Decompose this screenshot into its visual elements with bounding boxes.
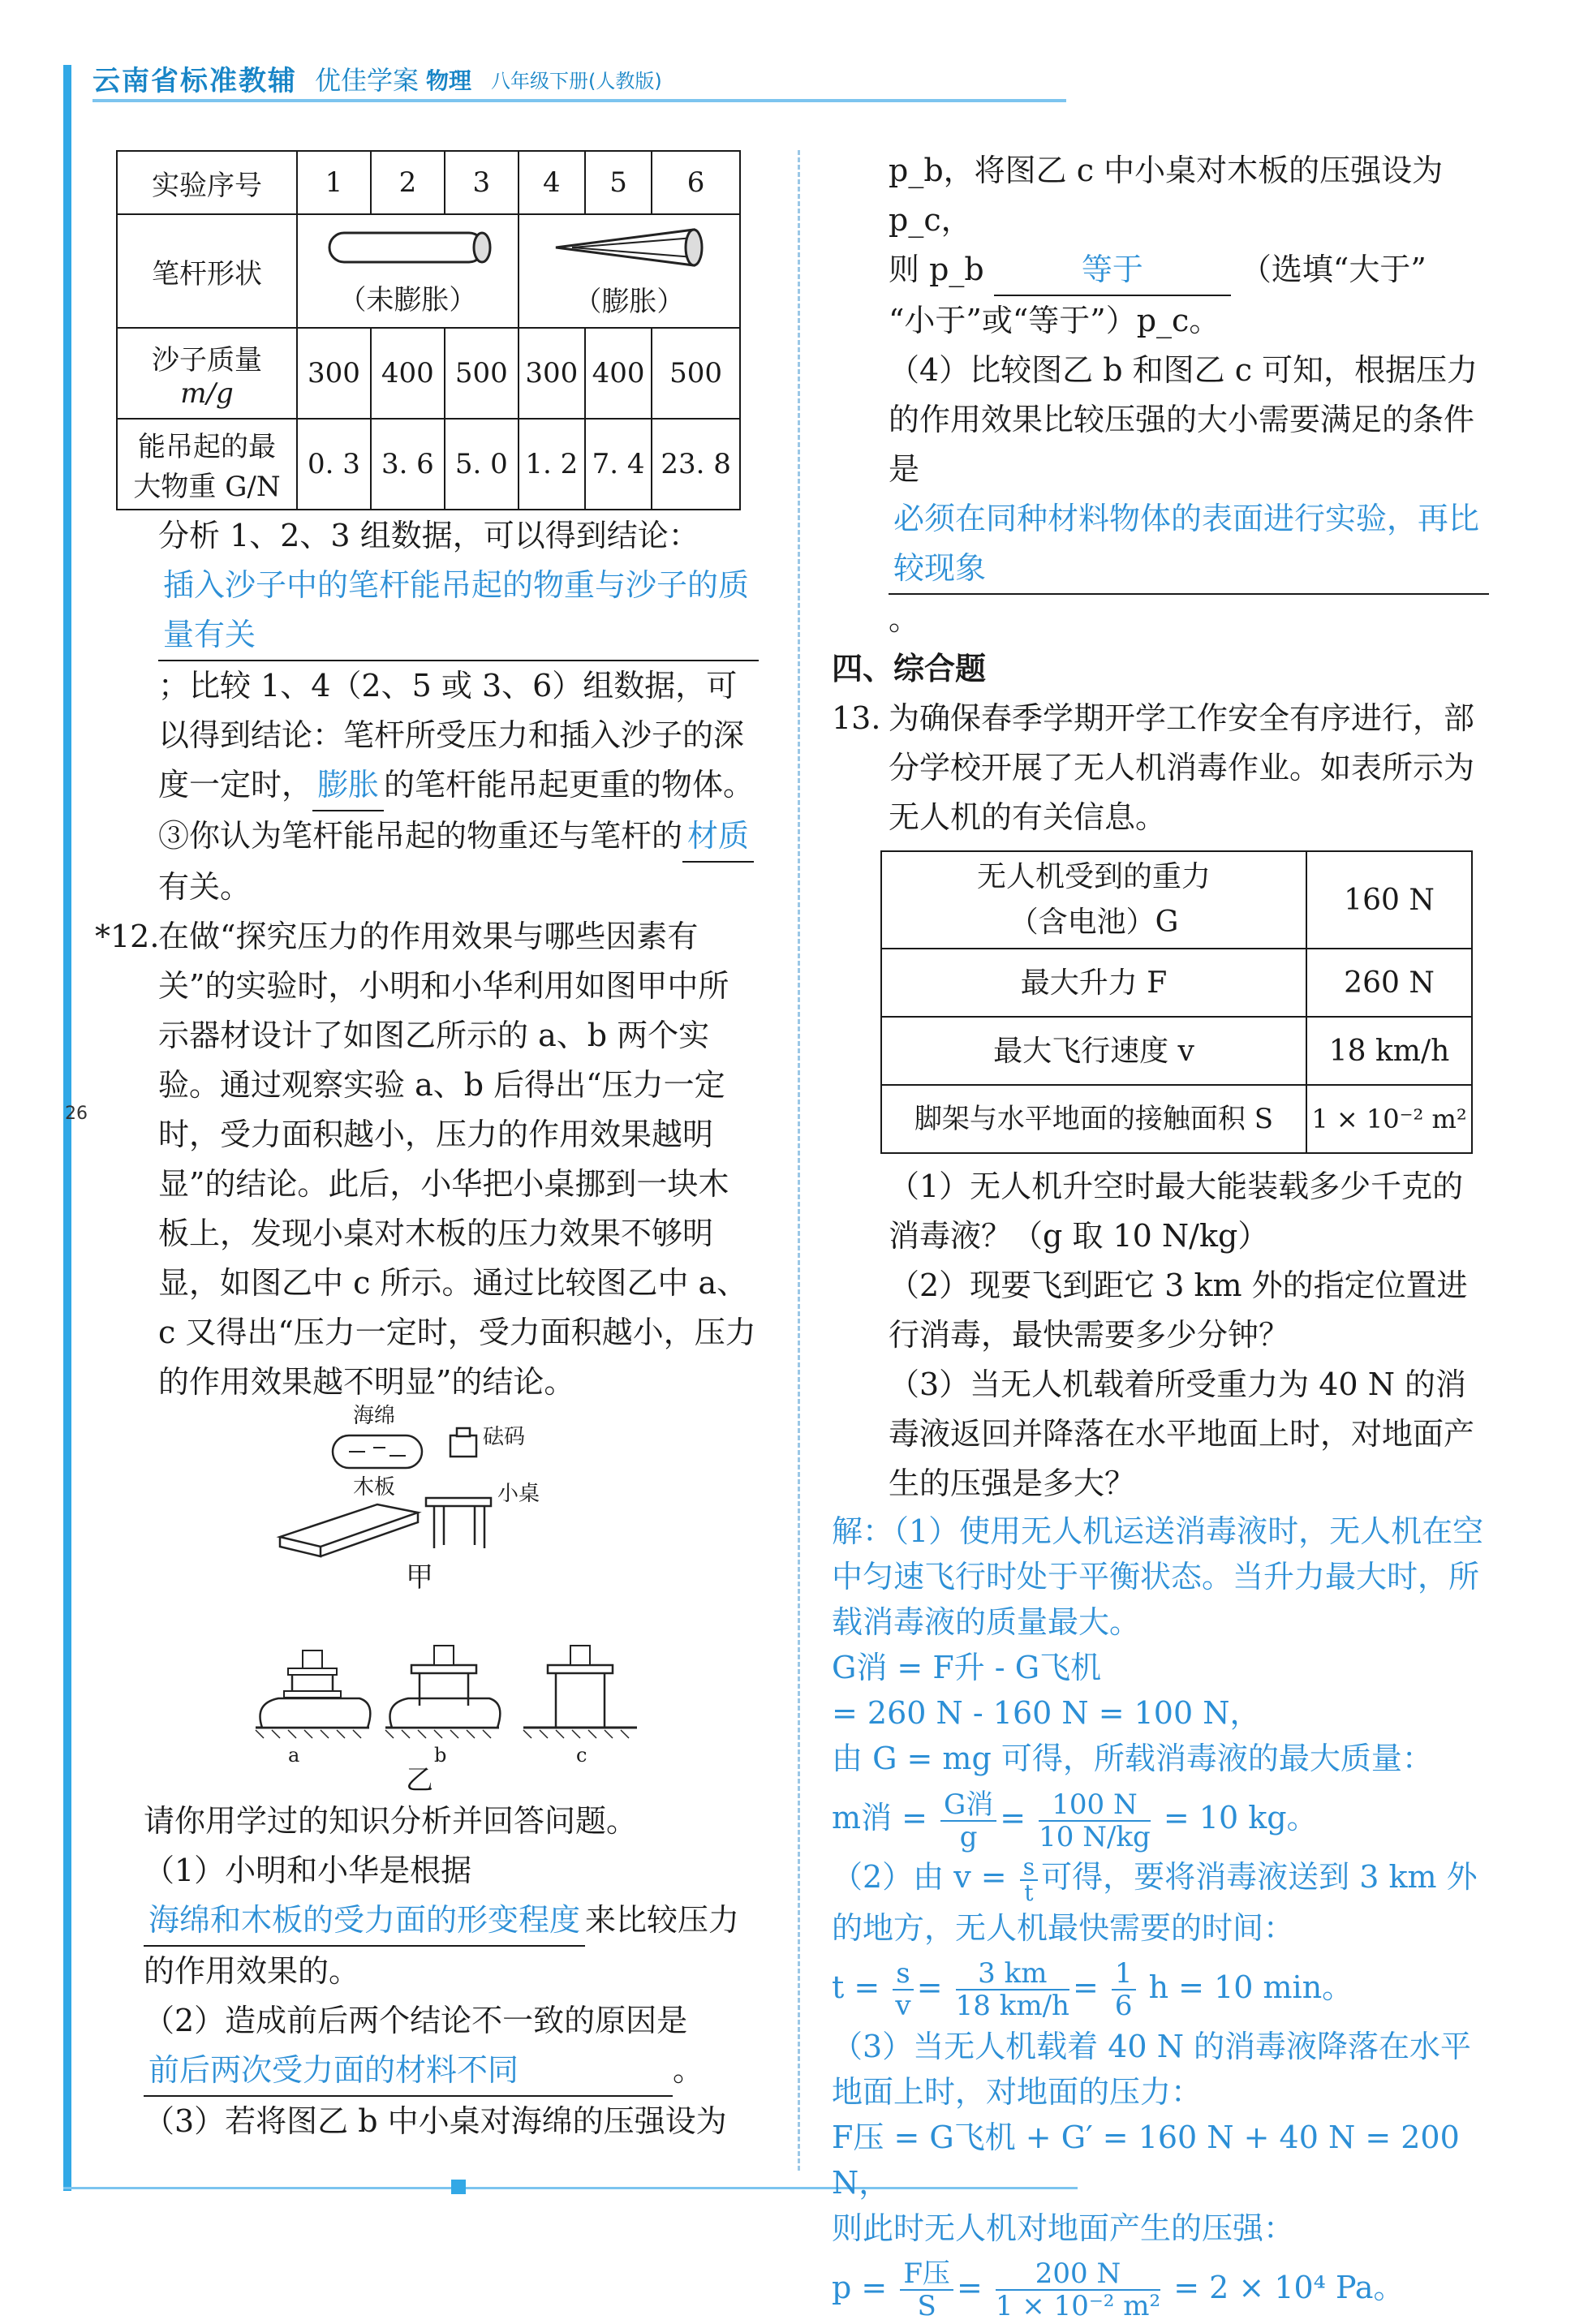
text: 在做“探究压力的作用效果与哪些因素有关”的实验时，小明和小华利用如图甲中所示器材设计了如图乙所示的 a、b 两个实验。通过观察实验 a、b 后得出“压力一定时，受力面积越小，压力的作用效果越明显”的结论。此后，小华把小桌挪到一块木板上，发现小桌对木板的压力效果不够明显，如图乙中 c 所示。通过比较图乙中 a、c 又得出“压力一定时，受力面积越小，压力的作用效果越不明显”的结论。 [158, 919, 756, 1400]
text: m消 = [832, 1800, 927, 1836]
row-label [117, 328, 297, 419]
label-sponge: 海绵 [353, 1404, 396, 1428]
denominator: 1 × 10⁻² m² [995, 2290, 1161, 2322]
q12-prompt: 请你用学过的知识分析并回答问题。 [144, 1803, 638, 1839]
fraction [940, 1789, 996, 1853]
fraction [1020, 1855, 1038, 1905]
numerator: 3 km [956, 1958, 1069, 1990]
table-cell: 1. 2 [519, 419, 585, 510]
q12-sub3-options: “小于”或“等于”）p_c。 [889, 303, 1220, 338]
text: h = 10 min。 [1148, 1969, 1353, 2005]
text: = 10 kg。 [1163, 1800, 1318, 1836]
solution-line: t = $\frac{s}{v}$ = $\frac{3 km}{18 km/h}$ = $\frac{1}{6}$ h = 10 min。 [832, 1957, 1353, 2022]
numerator: 100 N [1039, 1789, 1151, 1822]
table-header-cell: 6 [652, 151, 740, 214]
table-header-cell: 3 [445, 151, 519, 214]
label-table: 小桌 [497, 1482, 540, 1506]
numerator: s [893, 1958, 913, 1990]
solution-line [832, 1854, 1489, 1951]
denominator: v [895, 1990, 911, 2022]
text: （1）小明和小华是根据 [144, 1853, 472, 1888]
label-line: 能吊起的最 [138, 431, 276, 463]
table-cell: 300 [519, 328, 585, 419]
solution-line: 则此时无人机对地面产生的压强： [832, 2210, 1295, 2246]
fraction [1039, 1789, 1151, 1853]
table-header-cell: 2 [371, 151, 445, 214]
text: 。 [673, 2052, 704, 2088]
table-value: 260 N [1306, 949, 1472, 1017]
answer-blank: 海绵和木板的受力面的形变程度 [144, 1896, 585, 1947]
text: ③你认为笔杆能吊起的物重还与笔杆的 [158, 818, 683, 854]
table-cell: 23. 8 [652, 419, 740, 510]
margin-notch [71, 1128, 84, 1160]
answer-blank: 前后两次受力面的材料不同 [144, 2046, 673, 2097]
text: 分析 1、2、3 组数据，可以得到结论： [158, 518, 699, 553]
denominator: t [1024, 1879, 1034, 1906]
text: = 2 × 10⁴ Pa。 [1173, 2269, 1405, 2305]
experiment-figure [158, 1404, 759, 1797]
expanded-cell [519, 214, 740, 328]
series-title: 云南省标准教辅 [93, 65, 297, 97]
answer-blank: 等于 [994, 245, 1231, 296]
subject-title: 物理 [426, 67, 472, 94]
label-line: m/g [180, 377, 234, 410]
solution-line: G消 = F升 - G飞机 [832, 1650, 1102, 1685]
text: 可得，要将消毒液送到 3 km 外的地方，无人机最快需要的时间： [832, 1859, 1478, 1946]
numerator: G消 [940, 1789, 996, 1822]
solution-line: p = $\frac{\text{F压}}{S}$ = $\frac{200 N}{\text{1 × 10⁻² m²}}$ = 2 × 10⁴ Pa。 [832, 2257, 1405, 2322]
solution-line: 解：（1）使用无人机运送消毒液时，无人机在空中匀速飞行时处于平衡状态。当升力最大时，所载消毒液的质量最大。 [832, 1513, 1484, 1640]
table-cell: 0. 3 [297, 419, 371, 510]
table-cell: 300 [297, 328, 371, 419]
question-number: *12. [95, 919, 160, 954]
solution-line: m消 = $\frac{\text{G消}}{g}$ = $\frac{100 N}{10 N/kg}$ = 10 kg。 [832, 1788, 1318, 1853]
figure-jia-caption: 甲 [406, 1561, 433, 1594]
text: 则 p_b [889, 252, 984, 287]
answer-blank: 插入沙子中的笔杆能吊起的物重与沙子的质量有关 [158, 561, 759, 661]
label-board: 木板 [353, 1475, 396, 1500]
table-value: 160 N [1306, 851, 1472, 949]
solution-line: = 260 N - 160 N = 100 N， [832, 1695, 1261, 1731]
denominator: 18 km/h [955, 1990, 1069, 2022]
label-weight: 砝码 [483, 1425, 526, 1449]
answer-blank: 膨胀 [312, 760, 384, 811]
table-cell: 5. 0 [445, 419, 519, 510]
fraction [996, 2258, 1160, 2322]
text: （选填“大于” [1240, 252, 1427, 287]
text: 。 [889, 601, 920, 637]
table-label: 最大飞行速度 v [881, 1017, 1306, 1085]
table-header-cell: 1 [297, 151, 371, 214]
page-header [57, 57, 1055, 105]
expanded-label: （膨胀） [574, 286, 685, 318]
section-title: 四、综合题 [832, 651, 987, 686]
table-label [881, 851, 1306, 949]
numerator: s [1020, 1855, 1038, 1881]
q12-sub1 [144, 1846, 759, 1996]
unexpanded-cell [297, 214, 519, 328]
footer-marker [451, 2180, 466, 2194]
table-cell: 400 [371, 328, 445, 419]
denominator: S [917, 2290, 936, 2322]
text: 有关。 [158, 869, 252, 905]
table-cell: 500 [445, 328, 519, 419]
answer-blank: 必须在同种材料物体的表面进行实验，再比较现象 [889, 494, 1489, 595]
row-label: 笔杆形状 [117, 214, 297, 328]
table-header-cell: 4 [519, 151, 585, 214]
right-column [832, 146, 1489, 2324]
label-line: 沙子质量 [152, 343, 262, 377]
denominator: 6 [1114, 1990, 1133, 2022]
q12-subquestions [144, 1797, 759, 2146]
denominator: 10 N/kg [1039, 1820, 1151, 1853]
figure-yi-caption: 乙 [406, 1764, 433, 1797]
table-cell: 7. 4 [585, 419, 652, 510]
row-label [117, 419, 297, 510]
table-value: 18 km/h [1306, 1017, 1472, 1085]
label-line: 大物重 G/N [133, 471, 281, 503]
q13-sub1: （1）无人机升空时最大能装载多少千克的消毒液？（g 取 10 N/kg） [889, 1168, 1464, 1254]
q12-sub2 [144, 1996, 759, 2097]
table-value: 1 × 10⁻² m² [1306, 1085, 1472, 1153]
fraction [1112, 1958, 1136, 2021]
numerator: 1 [1112, 1958, 1136, 1990]
text: （4）比较图乙 b 和图乙 c 可知，根据压力的作用效果比较压强的大小需要满足的条件是 [889, 352, 1478, 487]
expanded-tube-icon [548, 223, 710, 272]
label-c: c [576, 1744, 587, 1767]
q11-part3 [158, 811, 759, 912]
q12-stem [95, 912, 759, 1407]
grade-title: 八年级下册(人教版) [491, 70, 662, 93]
label-line: （含电池）G [1009, 906, 1179, 939]
fraction [893, 1958, 913, 2021]
drone-info-table [880, 850, 1473, 1154]
apparatus-drawing [158, 1407, 759, 1797]
text: （2）造成前后两个结论不一致的原因是 [144, 2003, 688, 2038]
column-divider [798, 150, 800, 2171]
table-label: 最大升力 F [881, 949, 1306, 1017]
brand-title: 优佳学案 [315, 65, 420, 96]
text: p = [832, 2269, 888, 2305]
solution [832, 1508, 1489, 2324]
left-margin-bar [63, 65, 71, 2191]
fraction [956, 1958, 1069, 2021]
solution-line: （3）当无人机载着 40 N 的消毒液降落在水平地面上时，对地面的压力： [832, 2028, 1472, 2110]
label-line: 无人机受到的重力 [976, 860, 1211, 893]
table-header-cell: 5 [585, 151, 652, 214]
table-cell: 400 [585, 328, 652, 419]
q11-conclusion [158, 511, 759, 811]
fraction [900, 2258, 953, 2322]
left-column [95, 511, 759, 2146]
solution-line: F压 = G飞机 + G′ = 160 N + 40 N = 200 N， [832, 2119, 1460, 2201]
experiment-table [116, 150, 741, 510]
header-rule [93, 99, 1066, 102]
text: （2）由 v = [832, 1859, 1007, 1895]
solution-line: 由 G = mg 可得，所载消毒液的最大质量： [832, 1741, 1433, 1776]
table-label: 脚架与水平地面的接触面积 S [881, 1085, 1306, 1153]
label-a: a [288, 1744, 300, 1767]
q12-sub3-cont: p_b，将图乙 c 中小桌对木板的压强设为 p_c， [889, 153, 1444, 238]
q13-stem [832, 694, 1489, 842]
table-cell: 3. 6 [371, 419, 445, 510]
table-cell: 500 [652, 328, 740, 419]
text: 为确保春季学期开学工作安全有序进行，部分学校开展了无人机消毒作业。如表所示为无人机的有关信息。 [889, 700, 1475, 835]
question-number: 13. [832, 700, 881, 736]
text: t = [832, 1969, 880, 2005]
text: 的笔杆能吊起更重的物体。 [384, 767, 755, 803]
answer-blank: 材质 [682, 811, 754, 863]
q12-sub3-start: （3）若将图乙 b 中小桌对海绵的压强设为 [144, 2103, 727, 2139]
q13-sub2: （2）现要飞到距它 3 km 外的指定位置进行消毒，最快需要多少分钟？ [889, 1267, 1468, 1353]
q13-sub3: （3）当无人机载着所受重力为 40 N 的消毒液返回并降落在水平地面上时，对地面产生的压强是多大？ [889, 1366, 1475, 1501]
table-header-cell: 实验序号 [117, 151, 297, 214]
numerator: F压 [900, 2258, 953, 2291]
text: ；比较 1、4（2、5 或 3、6）组数据，可以得到结论：笔杆所受压力和插入沙子的深度一定时， [158, 668, 745, 803]
unexpanded-label: （未膨胀） [338, 284, 477, 316]
denominator: g [959, 1820, 978, 1853]
text: 来比较压力的作用效果的。 [144, 1902, 740, 1989]
q12-sub3-answer [889, 245, 1489, 296]
label-b: b [434, 1744, 447, 1767]
numerator: 200 N [996, 2258, 1160, 2291]
page-number: 26 [65, 1104, 88, 1124]
unexpanded-tube-icon [318, 225, 497, 270]
q12-sub4 [889, 346, 1489, 644]
